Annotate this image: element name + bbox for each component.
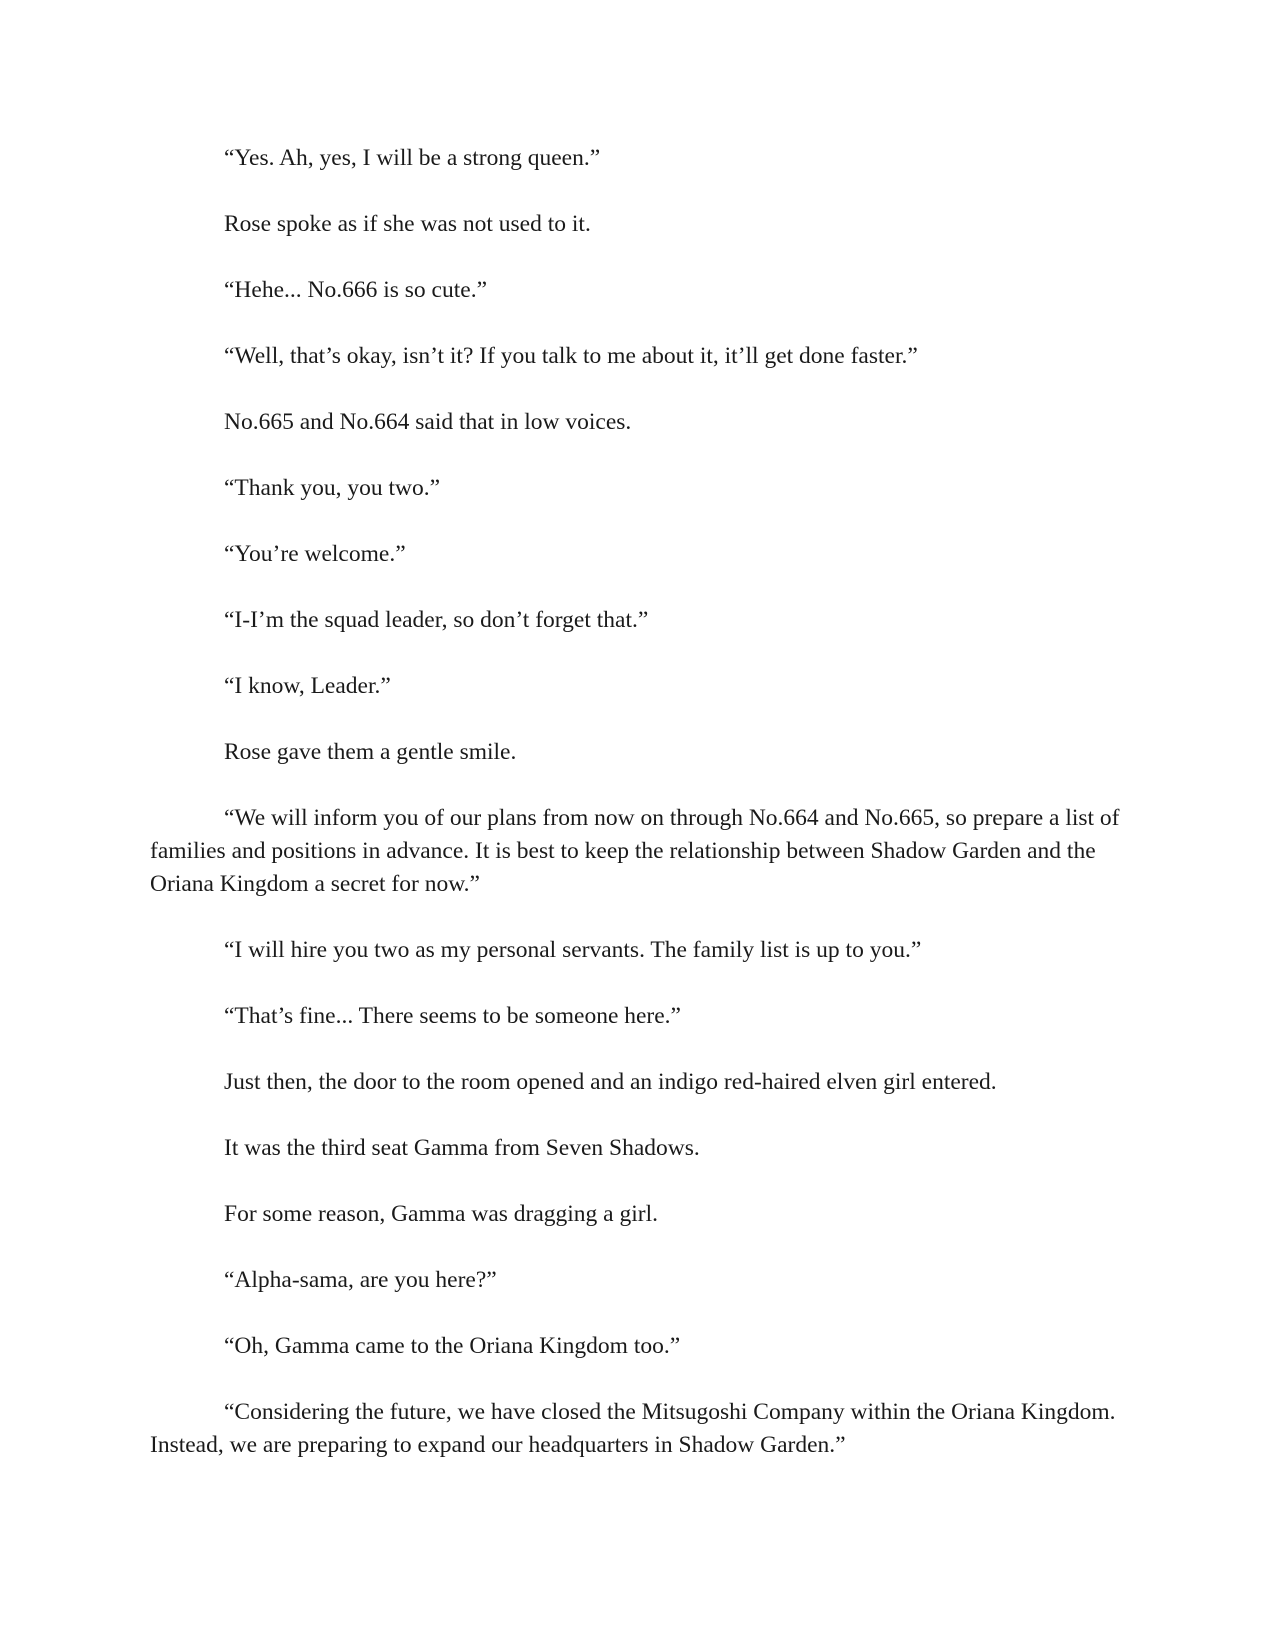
paragraph: “You’re welcome.”	[224, 541, 406, 567]
paragraph: “Thank you, you two.”	[224, 475, 441, 501]
paragraph: “Hehe... No.666 is so cute.”	[224, 277, 487, 303]
paragraph: “I will hire you two as my personal servants. The family list is up to you.”	[224, 937, 922, 963]
paragraph: It was the third seat Gamma from Seven Shadows.	[224, 1135, 700, 1161]
paragraph: “I-I’m the squad leader, so don’t forget that.”	[224, 607, 649, 633]
body-text	[150, 142, 1130, 1495]
paragraph: Rose spoke as if she was not used to it.	[224, 211, 591, 237]
paragraph: For some reason, Gamma was dragging a girl.	[224, 1201, 658, 1227]
paragraph: “That’s fine... There seems to be someone here.”	[224, 1003, 681, 1029]
paragraph: “I know, Leader.”	[224, 673, 391, 699]
paragraph: No.665 and No.664 said that in low voices.	[224, 409, 632, 435]
paragraph: “Yes. Ah, yes, I will be a strong queen.”	[224, 145, 601, 171]
paragraph: Rose gave them a gentle smile.	[224, 739, 517, 765]
paragraph: “Oh, Gamma came to the Oriana Kingdom too.”	[224, 1333, 681, 1359]
paragraph: “Well, that’s okay, isn’t it? If you talk to me about it, it’ll get done faster.”	[224, 343, 918, 369]
paragraph: “Considering the future, we have closed the Mitsugoshi Company within the Oriana Kingdom. Instead, we are preparing to expand our headquarters in Shadow Garden.”	[150, 1399, 1116, 1458]
paragraph: Just then, the door to the room opened and an indigo red-haired elven girl entered.	[224, 1069, 997, 1095]
paragraph: “Alpha-sama, are you here?”	[224, 1267, 497, 1293]
paragraph: “We will inform you of our plans from now on through No.664 and No.665, so prepare a list of families and positions in advance. It is best to keep the relationship between Shadow Garden and the Oriana Kingdom a secret for now.”	[150, 805, 1120, 897]
